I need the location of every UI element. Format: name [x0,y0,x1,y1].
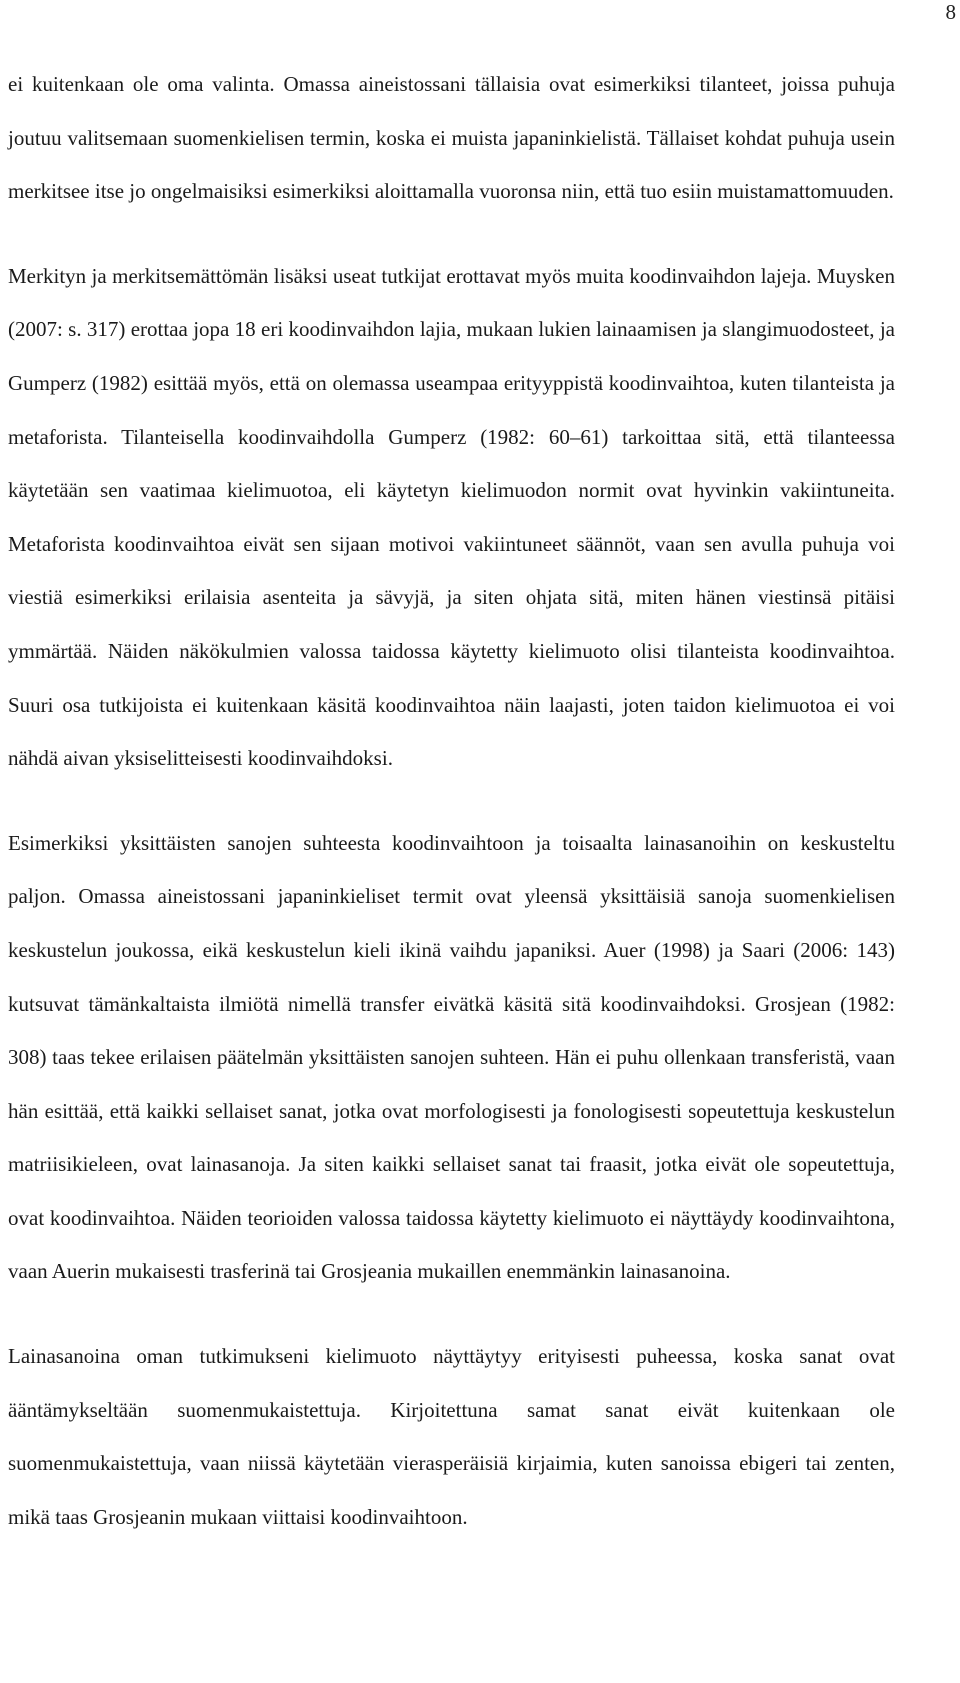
paragraph-2: Merkityn ja merkitsemättömän lisäksi useat tutkijat erottavat myös muita koodinvaihdon lajeja. Muysken (2007: s. 317) erottaa jopa 18 eri koodinvaihdon lajia, mukaan lukien lainaamisen ja slangimuodosteet, ja Gumperz (1982) esittää myös, että on olemassa useampaa erityyppistä koodinvaihtoa, kuten tilanteista ja metaforista. Tilanteisella koodinvaihdolla Gumperz (1982: 60–61) tarkoittaa sitä, että tilanteessa käytetään sen vaatimaa kielimuotoa, eli käytetyn kielimuodon normit ovat hyvinkin vakiintuneita. Metaforista koodinvaihtoa eivät sen sijaan motivoi vakiintuneet säännöt, vaan sen avulla puhuja voi viestiä esimerkiksi erilaisia asenteita ja sävyjä, ja siten ohjata sitä, miten hänen viestinsä pitäisi ymmärtää. Näiden näkökulmien valossa taidossa käytetty kielimuoto olisi tilanteista koodinvaihtoa. Suuri osa tutkijoista ei kuitenkaan käsitä koodinvaihtoa näin laajasti, joten taidon kielimuotoa ei voi nähdä aivan yksiselitteisesti koodinvaihdoksi. [8,263,895,771]
paragraph-4: Lainasanoina oman tutkimukseni kielimuoto näyttäytyy erityisesti puheessa, koska sanat ovat ääntämykseltään suomenmukaistettuja. Kirjoitettuna samat sanat eivät kuitenkaan ole suomenmukaistettuja, vaan niissä käytetään vierasperäisiä kirjaimia, kuten sanoissa ebigeri tai zenten, mikä taas Grosjeanin mukaan viittaisi koodinvaihtoon. [8,1344,895,1529]
body-text [8,58,895,1544]
page-number: 8 [945,0,956,24]
paragraph-3: Esimerkiksi yksittäisten sanojen suhteesta koodinvaihtoon ja toisaalta lainasanoihin on keskusteltu paljon. Omassa aineistossani japaninkieliset termit ovat yleensä yksittäisiä sanoja suomenkielisen keskustelun joukossa, eikä keskustelun kieli ikinä vaihdu japaniksi. Auer (1998) ja Saari (2006: 143) kutsuvat tämänkaltaista ilmiötä nimellä transfer eivätkä käsitä sitä koodinvaihdoksi. Grosjean (1982: 308) taas tekee erilaisen päätelmän yksittäisten sanojen suhteen. Hän ei puhu ollenkaan transferistä, vaan hän esittää, että kaikki sellaiset sanat, jotka ovat morfologisesti ja fonologisesti sopeutettuja keskustelun matriisikieleen, ovat lainasanoja. Ja siten kaikki sellaiset sanat tai fraasit, jotka eivät ole sopeutettuja, ovat koodinvaihtoa. Näiden teorioiden valossa taidossa käytetty kielimuoto ei näyttäydy koodinvaihtona, vaan Auerin mukaisesti trasferinä tai Grosjeania mukaillen enemmänkin lainasanoina. [8,830,895,1284]
paragraph-1: ei kuitenkaan ole oma valinta. Omassa aineistossani tällaisia ovat esimerkiksi tilanteet, joissa puhuja joutuu valitsemaan suomenkielisen termin, koska ei muista japaninkielistä. Tällaiset kohdat puhuja usein merkitsee itse jo ongelmaisiksi esimerkiksi aloittamalla vuoronsa niin, että tuo esiin muistamattomuuden. [8,72,895,204]
